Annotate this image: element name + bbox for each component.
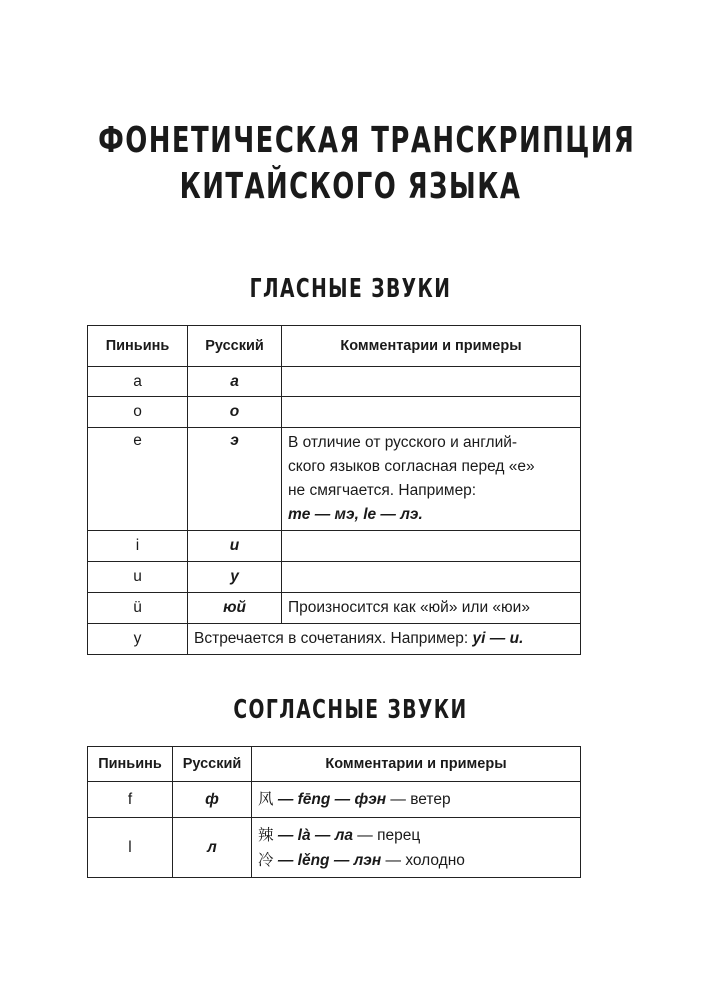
vowels-table [87, 325, 581, 655]
russian-cell: юй [188, 593, 282, 624]
comment-cell [282, 397, 581, 428]
example-line [288, 503, 574, 527]
russian-cell: о [188, 397, 282, 428]
example-dash: — [485, 630, 510, 647]
example-dash: — [330, 791, 355, 808]
example-period: . [418, 506, 423, 523]
pinyin-cell: u [88, 562, 188, 593]
comment-cell: Произносится как «юй» или «юи» [282, 593, 581, 624]
example-dash: — [273, 791, 298, 808]
example-dash: — [273, 826, 298, 844]
table-row [88, 593, 581, 624]
russian-cell: и [188, 531, 282, 562]
comment-cell [252, 782, 581, 818]
page-title-line-2: КИТАЙСКОГО ЯЗЫКА [179, 166, 522, 207]
example-translation: — ветер [386, 791, 451, 808]
example-comma: , [354, 506, 364, 523]
example-period: . [519, 630, 524, 647]
header-pinyin: Пиньинь [88, 326, 188, 367]
comment-cell [282, 428, 581, 531]
pinyin-cell: l [88, 818, 173, 878]
table-row [88, 818, 581, 878]
table-header-row [88, 747, 581, 782]
example-russian: ла [334, 826, 353, 844]
russian-cell: э [188, 428, 282, 531]
russian-cell: л [173, 818, 252, 878]
example-dash: — [329, 851, 354, 869]
header-comments: Комментарии и примеры [282, 326, 581, 367]
comment-cell [252, 818, 581, 878]
pinyin-cell: f [88, 782, 173, 818]
example-russian: и [509, 630, 520, 647]
example-pinyin: lěng [297, 851, 330, 869]
hanzi-character: 风 [258, 790, 274, 808]
pinyin-cell: o [88, 397, 188, 428]
table-row [88, 782, 581, 818]
example-pinyin: yi [472, 630, 486, 647]
pinyin-cell: y [88, 624, 188, 655]
russian-cell: а [188, 367, 282, 397]
example-line [258, 787, 574, 812]
comment-line: В отличие от русского и англий- [288, 434, 518, 451]
russian-cell: у [188, 562, 282, 593]
header-pinyin: Пиньинь [88, 747, 173, 782]
page-title [98, 118, 636, 210]
example-dash: — [310, 826, 335, 844]
table-header-row [88, 326, 581, 367]
example-pinyin: fēng [297, 791, 331, 808]
header-russian: Русский [188, 326, 282, 367]
example-pinyin: là [297, 826, 311, 844]
consonants-table [87, 746, 581, 878]
comment-cell [282, 531, 581, 562]
example-translation: — перец [352, 826, 421, 844]
table-row [88, 562, 581, 593]
example-russian: мэ [334, 506, 355, 523]
example-line [258, 848, 574, 873]
pinyin-cell: i [88, 531, 188, 562]
example-russian: фэн [354, 791, 387, 808]
comment-line: не смягчается. Например: [288, 482, 477, 499]
table-row [88, 428, 581, 531]
table-row [88, 397, 581, 428]
example-pinyin: me [288, 506, 311, 523]
example-dash: — [273, 851, 298, 869]
russian-cell: ф [173, 782, 252, 818]
example-pinyin: le [363, 506, 377, 523]
header-comments: Комментарии и примеры [252, 747, 581, 782]
pinyin-cell: e [88, 428, 188, 531]
comment-text: Встречается в сочетаниях. Например: [194, 630, 473, 647]
vowels-heading: ГЛАСНЫЕ ЗВУКИ [249, 274, 452, 304]
page-title-line-1: ФОНЕТИЧЕСКАЯ ТРАНСКРИПЦИЯ [98, 120, 636, 161]
example-translation: — холодно [381, 851, 465, 869]
header-russian: Русский [173, 747, 252, 782]
pinyin-cell: a [88, 367, 188, 397]
table-row [88, 624, 581, 655]
example-russian: лэ [400, 506, 419, 523]
example-dash: — [376, 506, 401, 523]
example-russian: лэн [353, 851, 382, 869]
hanzi-character: 辣 [258, 825, 274, 844]
pinyin-cell: ü [88, 593, 188, 624]
comment-cell [188, 624, 581, 655]
example-line [258, 823, 574, 848]
hanzi-character: 冷 [258, 850, 274, 869]
comment-line: ского языков согласная перед «е» [288, 458, 535, 475]
table-row [88, 531, 581, 562]
table-row [88, 367, 581, 397]
comment-cell [282, 367, 581, 397]
consonants-heading: СОГЛАСНЫЕ ЗВУКИ [233, 695, 468, 725]
comment-cell [282, 562, 581, 593]
example-dash: — [310, 506, 335, 523]
